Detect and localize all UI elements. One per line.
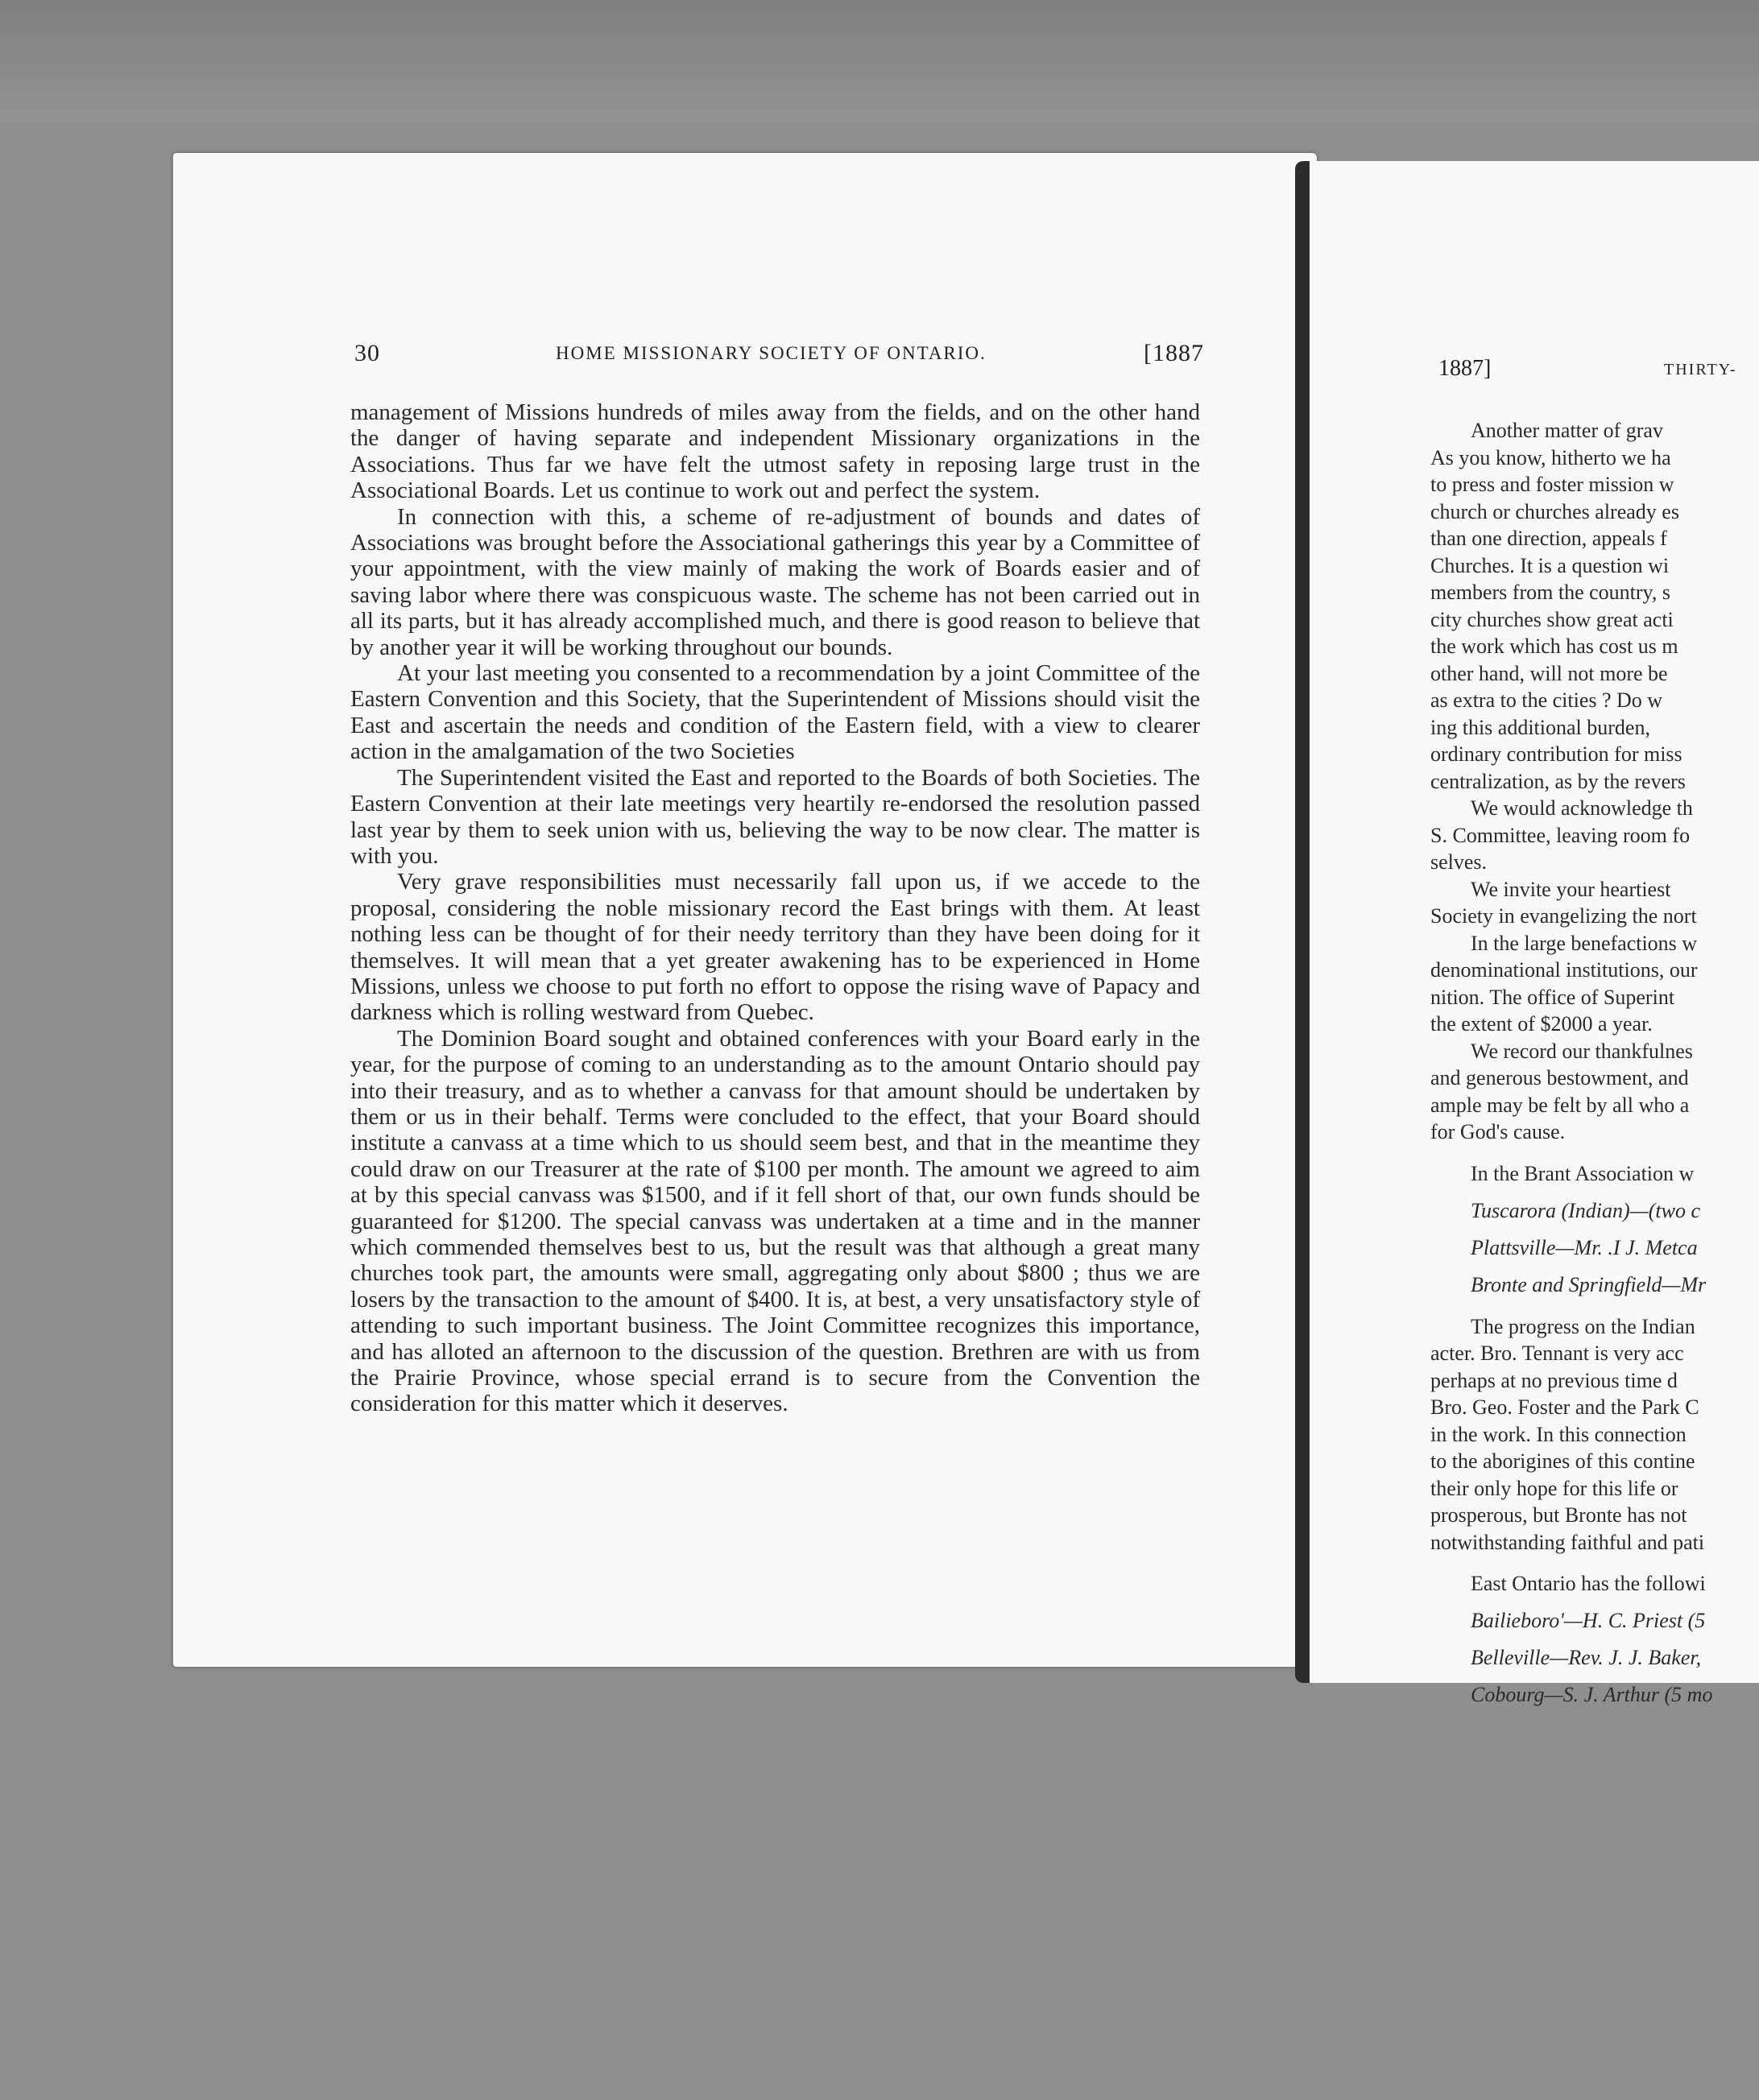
- right-page-body: [1430, 417, 1759, 1713]
- text-line: as extra to the cities ? Do w: [1430, 688, 1663, 712]
- text-line: ordinary contribution for miss: [1430, 742, 1682, 766]
- text-line: Cobourg—S. J. Arthur (5 mo: [1471, 1683, 1713, 1706]
- paragraph: The Superintendent visited the East and reported to the Boards of both Societies. The Eastern Convention at their late meetings very heartily re-endorsed the resolution passed last year by them to seek union with us, believing the way to be now clear. The matter is with you.: [350, 764, 1200, 869]
- text-line: other hand, will not more be: [1430, 661, 1668, 685]
- header-title: HOME MISSIONARY SOCIETY OF ONTARIO.: [556, 343, 987, 363]
- text-line: ample may be felt by all who a: [1430, 1093, 1690, 1117]
- text-line: denominational institutions, our: [1430, 958, 1698, 982]
- text-line: centralization, as by the revers: [1430, 769, 1686, 793]
- text-line: nition. The office of Superint: [1430, 985, 1675, 1009]
- text-line: in the work. In this connection: [1430, 1422, 1687, 1446]
- right-page: [1295, 161, 1759, 1706]
- paragraph: management of Missions hundreds of miles away from the fields, and on the other hand the danger of having separate and independent Missionary organizations in the Associations. Thus far we have felt the utmost safety in reposing large trust in the Associational Boards. Let us continue to work out and perfect the system.: [350, 399, 1200, 504]
- text-line: selves.: [1430, 850, 1488, 874]
- right-header-year: 1887]: [1438, 356, 1492, 381]
- text-line: [1430, 1556, 1759, 1565]
- text-line: prosperous, but Bronte has not: [1430, 1503, 1687, 1527]
- text-line: the work which has cost us m: [1430, 635, 1678, 658]
- text-line: and generous bestowment, and: [1430, 1066, 1689, 1089]
- text-line: S. Committee, leaving room fo: [1430, 823, 1691, 847]
- text-line: Tuscarora (Indian)—(two c: [1471, 1198, 1701, 1222]
- text-line: Bro. Geo. Foster and the Park C: [1430, 1395, 1699, 1419]
- right-running-head: [1438, 356, 1759, 388]
- text-line: We record our thankfulnes: [1471, 1039, 1693, 1063]
- text-line: In the Brant Association w: [1471, 1161, 1695, 1185]
- text-line: than one direction, appeals f: [1430, 527, 1667, 550]
- text-line: for God's cause.: [1430, 1120, 1566, 1143]
- running-head: [354, 340, 1204, 372]
- text-line: members from the country, s: [1430, 581, 1670, 604]
- text-line: We invite your heartiest: [1471, 877, 1671, 901]
- header-year: [1887: [1144, 340, 1204, 366]
- text-line: acter. Bro. Tennant is very acc: [1430, 1341, 1684, 1365]
- right-header-title: THIRTY-: [1664, 361, 1737, 378]
- text-line: We would acknowledge th: [1471, 796, 1693, 820]
- text-line: [1430, 1146, 1759, 1155]
- page-number: 30: [354, 340, 380, 366]
- text-line: Bronte and Springfield—Mr: [1471, 1272, 1707, 1296]
- text-line: As you know, hitherto we ha: [1430, 445, 1671, 469]
- text-line: Churches. It is a question wi: [1430, 553, 1670, 577]
- text-line: Another matter of grav: [1471, 419, 1663, 442]
- text-line: the extent of $2000 a year.: [1430, 1012, 1653, 1036]
- text-line: ing this additional burden,: [1430, 715, 1650, 739]
- paragraph: Very grave responsibilities must necessarily fall upon us, if we accede to the proposal, considering the noble missionary record the East brings with them. At least nothing less can be thought of for their needy territory than they have been doing for it themselves. It will mean that a yet greater awakening has to be experienced in Home Missions, unless we choose to put forth no effort to oppose the rising wave of Papacy and darkness which is rolling westward from Quebec.: [350, 869, 1200, 1026]
- scan-background: [0, 0, 1759, 121]
- text-line: to the aborigines of this contine: [1430, 1449, 1695, 1473]
- text-line: to press and foster mission w: [1430, 473, 1674, 496]
- text-line: notwithstanding faithful and pati: [1430, 1530, 1705, 1554]
- text-line: city churches show great acti: [1430, 607, 1674, 631]
- paragraph: In connection with this, a scheme of re-adjustment of bounds and dates of Associations was brought before the Associational gatherings this year by a Committee of your appointment, with the view mainly of making the work of Boards easier and of saving labor where there was conspicuous waste. The scheme has not been carried out in all its parts, but it has already accomplished much, and there is good reason to believe that by another year it will be working throughout our bounds.: [350, 503, 1200, 660]
- text-line: East Ontario has the followi: [1471, 1572, 1706, 1595]
- text-line: their only hope for this life or: [1430, 1476, 1678, 1500]
- paragraph: The Dominion Board sought and obtained conferences with your Board early in the year, for the purpose of coming to an understanding as to the amount Ontario should pay into their treasury, and as to whether a canvass for that amount should be undertaken by them or us in their behalf. Terms were concluded to the effect, that your Board should institute a canvass at a time which to us should seem best, and that in the meantime they could draw on our Treasurer at the rate of $100 per month. The amount we agreed to aim at by this special canvass was $1500, and if it fell short of that, our own funds should be guaranteed for $1200. The special canvass was undertaken at a time and in the manner which commended themselves best to us, but the result was that although a great many churches took part, the amounts were small, aggregating only about $800 ; thus we are losers by the transaction to the amount of $400. It is, at best, a very unsatisfactory style of attending to such important business. The Joint Committee recognizes this importance, and has alloted an afternoon to the discussion of the question. Brethren are with us from the Prairie Province, whose special errand is to secure from the Convention the consideration for this matter which it deserves.: [350, 1025, 1200, 1417]
- left-page: [173, 153, 1317, 1667]
- text-line: Society in evangelizing the nort: [1430, 904, 1697, 928]
- text-line: The progress on the Indian: [1471, 1314, 1695, 1338]
- paragraph: At your last meeting you consented to a recommendation by a joint Committee of the Eastern Convention and this Society, that the Superintendent of Missions should visit the East and ascertain the needs and condition of the Eastern field, with a view to clearer action in the amalgamation of the two Societies: [350, 660, 1200, 765]
- text-line: Plattsville—Mr. .I J. Metca: [1471, 1235, 1698, 1259]
- text-line: perhaps at no previous time d: [1430, 1368, 1678, 1392]
- text-line: In the large benefactions w: [1471, 931, 1698, 955]
- text-line: Bailieboro'—H. C. Priest (5: [1471, 1609, 1706, 1632]
- text-line: Belleville—Rev. J. J. Baker,: [1471, 1646, 1702, 1669]
- text-line: [1430, 1304, 1759, 1313]
- text-line: church or churches already es: [1430, 499, 1679, 523]
- page-body: [350, 399, 1200, 1417]
